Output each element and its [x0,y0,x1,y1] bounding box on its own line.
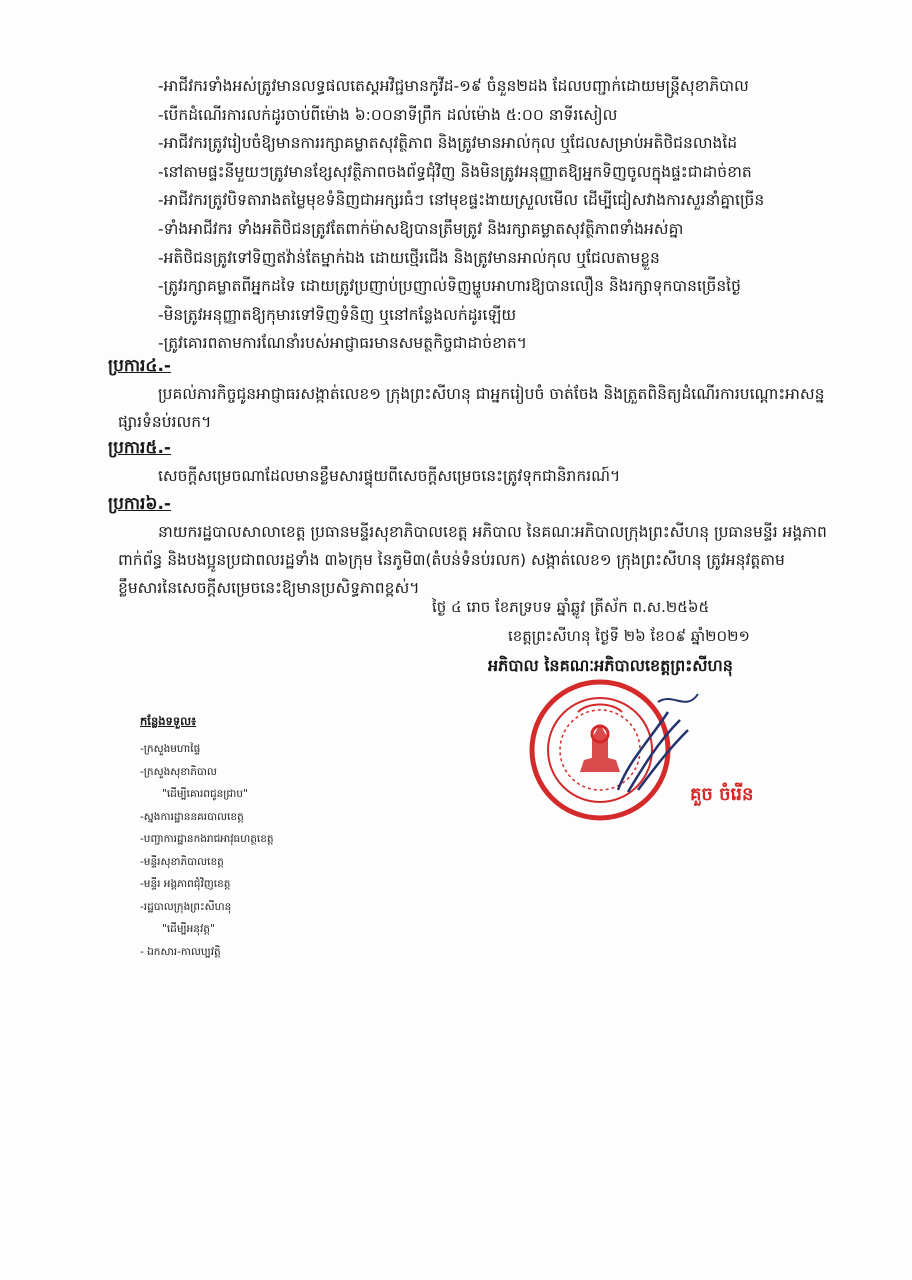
solar-date: ខេត្តព្រះសីហនុ ថ្ងៃទី ២៦ ខែ០៩ ឆ្នាំ២០២១ [508,627,750,645]
recipient-item: -បញ្ជាការដ្ឋានកងរាជអាវុធហត្ថខេត្ត [140,833,274,845]
recipient-item: -ស្នងការដ្ឋាននគរបាលខេត្ត [140,810,244,823]
bullet-item: -អាជីវករត្រូវរៀបចំឱ្យមានការរក្សាគម្លាតសុវត្ថិភាព និងត្រូវមានអាល់កុល ឬជែលសម្រាប់អតិថិជនលាងដៃ [158,134,738,153]
recipients-heading: កន្លែងទទួល៖ [140,714,197,728]
bullet-item: -អតិថិជនត្រូវទៅទិញឥវ៉ាន់តែម្នាក់ឯង ដោយថ្មើរជើង និងត្រូវមានអាល់កុល ឬជែលតាមខ្លួន [158,248,660,267]
recipient-note: "ដើម្បីគោរពជូនជ្រាប" [162,788,248,800]
article-6-heading: ប្រការ៦.- [108,494,171,514]
lunar-date: ថ្ងៃ ៤ រោច ខែភទ្របទ ឆ្នាំឆ្លូវ ត្រីស័ក ព.ស.២៥៦៥ [432,598,710,616]
signatory-name: គួច ចំរើន [690,784,754,805]
recipient-item: -រដ្ឋបាលក្រុងព្រះសីហនុ [140,900,232,913]
article-5-text: សេចក្ដីសម្រេចណាដែលមានខ្លឹមសារផ្ទុយពីសេចក្ដីសម្រេចនេះត្រូវទុកជានិរាករណ៍។ [158,467,621,485]
recipient-item: - ឯកសារ-កាលប្បវត្តិ [140,945,221,958]
bullet-item: -បើកដំណើរការលក់ដូរចាប់ពីម៉ោង ៦:០០នាទីព្រឹក ដល់ម៉ោង ៥:០០ នាទីរសៀល [158,105,618,124]
official-seal-icon [508,672,708,822]
bullet-item: -ត្រូវគោរពតាមការណែនាំរបស់អាជ្ញាធរមានសមត្ថកិច្ចជាដាច់ខាត។ [158,334,527,353]
bullet-list [158,72,858,358]
recipient-item: -ក្រសួងមហាផ្ទៃ [140,743,201,755]
recipient-item: -ក្រសួងសុខាភិបាល [140,765,217,778]
bullet-item: -ត្រូវរក្សាគម្លាតពីអ្នកដទៃ ដោយត្រូវប្រញាប់ប្រញាល់ទិញម្ហូបអាហារឱ្យបានលឿន និងរក្សាទុកបានច្រើនថ្ងៃ [158,277,741,296]
bullet-item: -ទាំងអាជីវករ ទាំងអតិថិជនត្រូវតែពាក់ម៉ាសឱ្យបានត្រឹមត្រូវ និងរក្សាគម្លាតសុវត្ថិភាពទាំងអស់គ្នា [158,219,684,238]
recipient-note: "ដើម្បីអនុវត្ត" [162,923,215,935]
recipient-list [140,738,360,963]
article-4-text: ប្រគល់ភារកិច្ចជូនអាជ្ញាធរសង្កាត់លេខ១ ក្រុងព្រះសីហនុ ជាអ្នករៀបចំ ចាត់ចែង និងត្រួតពិនិត្យដំណើរការបណ្ដោះអាសន្នផ្សារទំនប់រលក។ [118,385,825,431]
bullet-item: -អាជីវករត្រូវបិទតារាងតម្លៃមុខទំនិញជាអក្សរធំៗ នៅមុខផ្ទះងាយស្រួលមើល ដើម្បីជៀសវាងការសួរនាំគ្នាច្រើន [158,191,765,210]
bullet-item: -នៅតាមផ្ទះនីមួយៗត្រូវមានខ្សែសុវត្ថិភាពចងព័ទ្ធជុំវិញ និងមិនត្រូវអនុញ្ញាតឱ្យអ្នកទិញចូលក្នុងផ្ទះជាដាច់ខាត [158,162,752,181]
recipient-item: -មន្ទីរសុខាភិបាលខេត្ត [140,855,224,868]
signature-title: អភិបាល នៃគណៈអភិបាលខេត្តព្រះសីហនុ [488,656,733,675]
article-6-text: នាយករដ្ឋបាលសាលាខេត្ត ប្រធានមន្ទីរសុខាភិបាលខេត្ត អភិបាល នៃគណៈអភិបាលក្រុងព្រះសីហនុ ប្រធានមន្ទីរ អង្គភាពពាក់ព័ន្ធ និងបងប្អូនប្រជាពលរដ្ឋទាំង ៣៦ក្រុម នៃភូមិ៣(តំបន់ទំនប់រលក) សង្កាត់លេខ១ ក្រុងព្រះសីហនុ ត្រូវអនុវត្តតាមខ្លឹមសារនៃសេចក្ដីសម្រេចនេះឱ្យមានប្រសិទ្ធភាពខ្ពស់។ [118,523,827,597]
article-5-heading: ប្រការ៥.- [108,438,171,458]
bullet-item: -មិនត្រូវអនុញ្ញាតឱ្យកុមារទៅទិញទំនិញ ឬនៅកន្លែងលក់ដូរឡើយ [158,305,517,324]
recipient-item: -មន្ទីរ អង្គភាពជុំវិញខេត្ត [140,878,231,890]
article-4-heading: ប្រការ៤.- [108,356,171,376]
bullet-item: -អាជីវករទាំងអស់ត្រូវមានលទ្ធផលតេស្តអវិជ្ជមានកូវីដ-១៩ ចំនួន២ដង ដែលបញ្ជាក់ដោយមន្ត្រីសុខាភិបាល [158,77,749,95]
